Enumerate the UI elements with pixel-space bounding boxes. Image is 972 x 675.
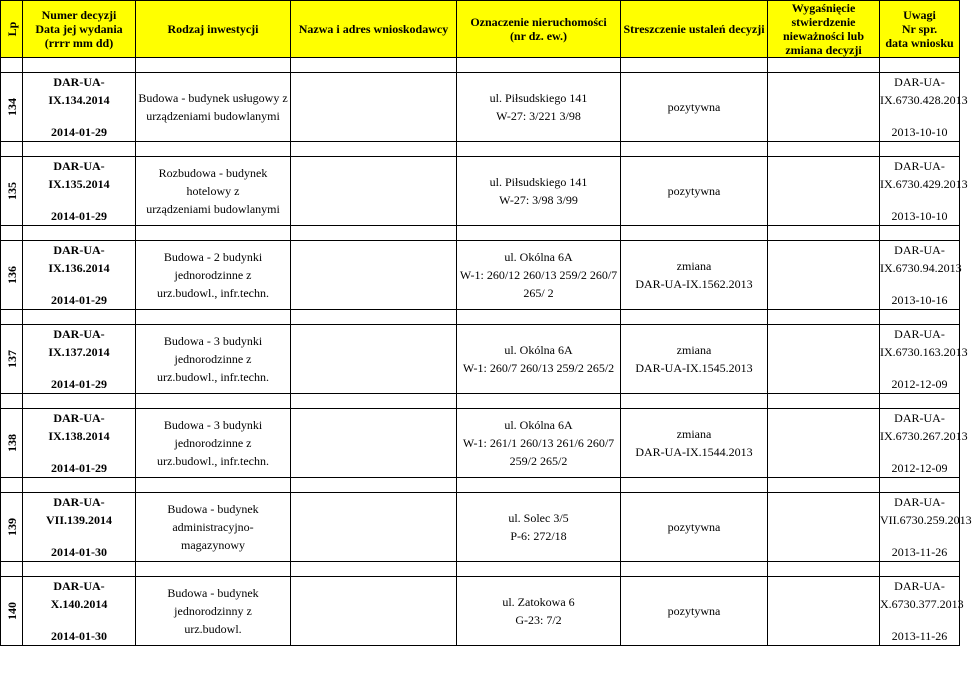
cell-streszczenie: zmiana DAR-UA-IX.1544.2013 bbox=[621, 409, 768, 478]
header-uwagi: Uwagi Nr spr. data wniosku bbox=[880, 1, 960, 58]
table-row bbox=[1, 409, 960, 478]
cell-rodzaj: Budowa - 2 budynki jednorodzinne z urz.budowl., infr.techn. bbox=[136, 241, 291, 310]
cell-numer: DAR-UA- VII.139.2014 2014-01-30 bbox=[23, 493, 136, 562]
cell-numer: DAR-UA- IX.135.2014 2014-01-29 bbox=[23, 157, 136, 226]
row-spacer bbox=[1, 394, 960, 409]
row-spacer bbox=[1, 58, 960, 73]
table-row bbox=[1, 577, 960, 646]
cell-rodzaj: Budowa - 3 budynki jednorodzinne z urz.budowl., infr.techn. bbox=[136, 409, 291, 478]
cell-lp: 135 bbox=[1, 157, 23, 226]
table-body bbox=[1, 58, 972, 646]
cell-lp: 139 bbox=[1, 493, 23, 562]
cell-streszczenie: zmiana DAR-UA-IX.1545.2013 bbox=[621, 325, 768, 394]
cell-streszczenie: pozytywna bbox=[621, 157, 768, 226]
row-spacer bbox=[1, 226, 960, 241]
cell-lp: 137 bbox=[1, 325, 23, 394]
table-row bbox=[1, 325, 960, 394]
cell-wygasniecie bbox=[768, 157, 880, 226]
cell-streszczenie: pozytywna bbox=[621, 577, 768, 646]
row-spacer bbox=[1, 562, 960, 577]
cell-streszczenie: pozytywna bbox=[621, 73, 768, 142]
cell-nazwa bbox=[291, 241, 457, 310]
table-row bbox=[1, 493, 960, 562]
cell-numer: DAR-UA- X.140.2014 2014-01-30 bbox=[23, 577, 136, 646]
cell-oznaczenie: ul. Okólna 6A W-1: 260/7 260/13 259/2 265/2 bbox=[457, 325, 621, 394]
row-spacer bbox=[1, 478, 960, 493]
cell-oznaczenie: ul. Zatokowa 6 G-23: 7/2 bbox=[457, 577, 621, 646]
header-rodzaj: Rodzaj inwestycji bbox=[136, 1, 291, 58]
cell-uwagi: DAR-UA- IX.6730.94.2013 2013-10-16 bbox=[880, 241, 960, 310]
table-row bbox=[1, 73, 960, 142]
cell-numer: DAR-UA- IX.138.2014 2014-01-29 bbox=[23, 409, 136, 478]
cell-rodzaj: Budowa - budynek usługowy z urządzeniami budowlanymi bbox=[136, 73, 291, 142]
cell-lp: 136 bbox=[1, 241, 23, 310]
header-nazwa: Nazwa i adres wnioskodawcy bbox=[291, 1, 457, 58]
cell-uwagi: DAR-UA- IX.6730.267.2013 2012-12-09 bbox=[880, 409, 960, 478]
cell-lp: 134 bbox=[1, 73, 23, 142]
cell-streszczenie: pozytywna bbox=[621, 493, 768, 562]
cell-rodzaj: Rozbudowa - budynek hotelowy z urządzeniami budowlanymi bbox=[136, 157, 291, 226]
cell-rodzaj: Budowa - 3 budynki jednorodzinne z urz.budowl., infr.techn. bbox=[136, 325, 291, 394]
cell-nazwa bbox=[291, 157, 457, 226]
table-row bbox=[1, 241, 960, 310]
cell-oznaczenie: ul. Okólna 6A W-1: 261/1 260/13 261/6 260/7 259/2 265/2 bbox=[457, 409, 621, 478]
header-numer: Numer decyzji Data jej wydania (rrrr mm dd) bbox=[23, 1, 136, 58]
cell-uwagi: DAR-UA- IX.6730.163.2013 2012-12-09 bbox=[880, 325, 960, 394]
cell-nazwa bbox=[291, 325, 457, 394]
cell-wygasniecie bbox=[768, 241, 880, 310]
row-spacer bbox=[1, 142, 960, 157]
cell-oznaczenie: ul. Piłsudskiego 141 W-27: 3/221 3/98 bbox=[457, 73, 621, 142]
header-lp: Lp bbox=[1, 1, 23, 58]
header-wygasniecie: Wygaśnięcie stwierdzenie nieważności lub zmiana decyzji bbox=[768, 1, 880, 58]
cell-streszczenie: zmiana DAR-UA-IX.1562.2013 bbox=[621, 241, 768, 310]
cell-uwagi: DAR-UA- IX.6730.428.2013 2013-10-10 bbox=[880, 73, 960, 142]
cell-wygasniecie bbox=[768, 325, 880, 394]
cell-nazwa bbox=[291, 493, 457, 562]
cell-numer: DAR-UA- IX.136.2014 2014-01-29 bbox=[23, 241, 136, 310]
cell-oznaczenie: ul. Okólna 6A W-1: 260/12 260/13 259/2 260/7 265/ 2 bbox=[457, 241, 621, 310]
cell-rodzaj: Budowa - budynek administracyjno- magazynowy bbox=[136, 493, 291, 562]
cell-uwagi: DAR-UA- VII.6730.259.2013 2013-11-26 bbox=[880, 493, 960, 562]
cell-nazwa bbox=[291, 577, 457, 646]
cell-numer: DAR-UA- IX.134.2014 2014-01-29 bbox=[23, 73, 136, 142]
cell-numer: DAR-UA- IX.137.2014 2014-01-29 bbox=[23, 325, 136, 394]
cell-oznaczenie: ul. Solec 3/5 P-6: 272/18 bbox=[457, 493, 621, 562]
cell-nazwa bbox=[291, 409, 457, 478]
table-row bbox=[1, 157, 960, 226]
header-streszczenie: Streszczenie ustaleń decyzji bbox=[621, 1, 768, 58]
cell-oznaczenie: ul. Piłsudskiego 141 W-27: 3/98 3/99 bbox=[457, 157, 621, 226]
cell-lp: 140 bbox=[1, 577, 23, 646]
header-oznaczenie: Oznaczenie nieruchomości (nr dz. ew.) bbox=[457, 1, 621, 58]
row-spacer bbox=[1, 310, 960, 325]
cell-uwagi: DAR-UA- X.6730.377.2013 2013-11-26 bbox=[880, 577, 960, 646]
cell-wygasniecie bbox=[768, 577, 880, 646]
header-row bbox=[1, 1, 960, 58]
cell-wygasniecie bbox=[768, 73, 880, 142]
cell-uwagi: DAR-UA- IX.6730.429.2013 2013-10-10 bbox=[880, 157, 960, 226]
cell-nazwa bbox=[291, 73, 457, 142]
cell-lp: 138 bbox=[1, 409, 23, 478]
cell-wygasniecie bbox=[768, 493, 880, 562]
cell-wygasniecie bbox=[768, 409, 880, 478]
cell-rodzaj: Budowa - budynek jednorodzinny z urz.budowl. bbox=[136, 577, 291, 646]
